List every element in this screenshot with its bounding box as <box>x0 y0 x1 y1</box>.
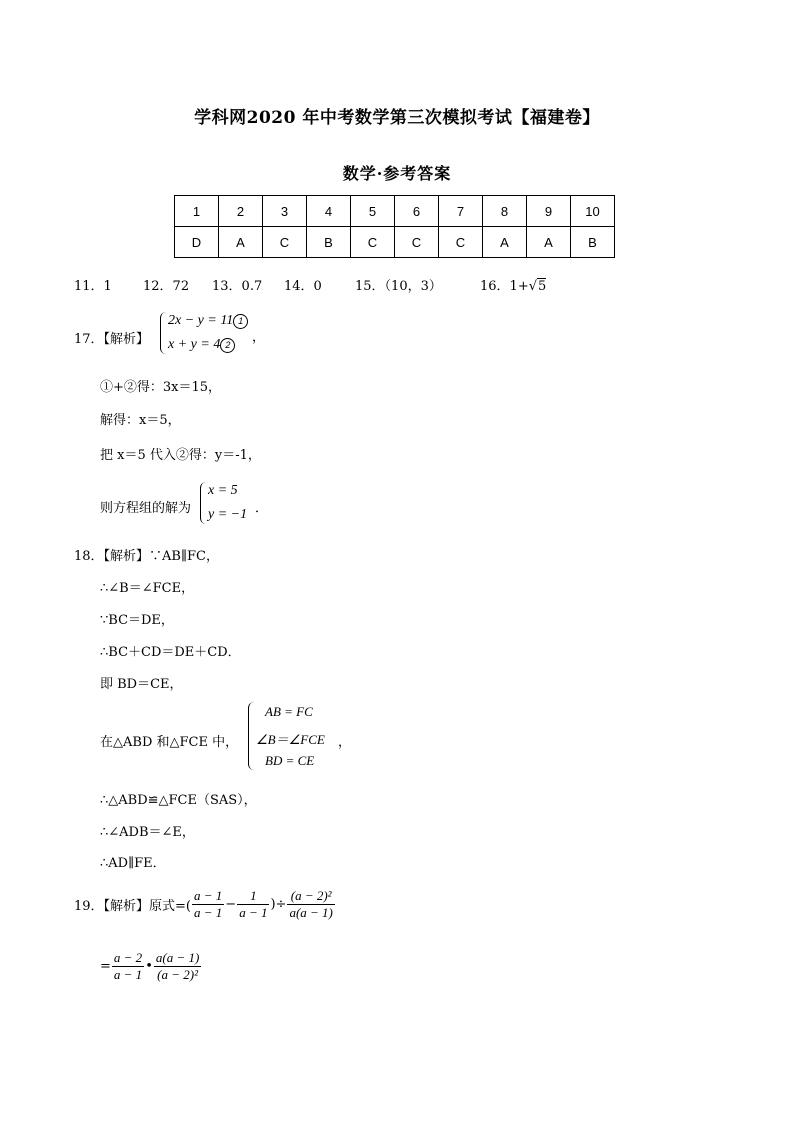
table-cell: A <box>219 227 263 258</box>
table-cell: 1 <box>175 196 219 227</box>
q18-line-4: 即 BD＝CE， <box>100 677 183 692</box>
table-cell: 7 <box>439 196 483 227</box>
table-cell: 4 <box>307 196 351 227</box>
fraction <box>287 888 334 921</box>
table-cell: 6 <box>395 196 439 227</box>
q17-step-1: ①+②得：3x＝15， <box>100 380 222 395</box>
q17-solution-x: x = 5 <box>208 483 238 498</box>
denominator: a − 1 <box>239 905 268 920</box>
q17-step-2: 解得：x＝5， <box>100 413 181 428</box>
q17-comma: ， <box>252 330 266 345</box>
q18-line-8: ∴AD∥FE． <box>100 856 166 871</box>
left-brace <box>200 482 207 524</box>
table-row-numbers <box>175 196 615 227</box>
numerator: a − 2 <box>113 950 143 965</box>
q17-equation-1 <box>168 313 248 329</box>
q17-period: ． <box>255 501 269 516</box>
left-brace <box>248 702 255 770</box>
q18-heading: 18．【解析】∵AB∥FC， <box>74 549 219 564</box>
minus-sign: − <box>225 897 237 912</box>
denominator: a(a − 1) <box>289 905 333 920</box>
numerator: (a − 2)² <box>287 888 334 905</box>
table-cell: 5 <box>351 196 395 227</box>
circled-number: 2 <box>220 338 235 353</box>
divide-sign: )÷ <box>270 897 287 912</box>
sqrt-sign: √ <box>528 279 538 294</box>
equation-text: 2x − y = 11 <box>168 313 234 328</box>
left-brace <box>160 312 167 354</box>
table-cell: C <box>395 227 439 258</box>
equation-text: x + y = 4 <box>168 337 221 352</box>
equals-sign: = <box>100 959 111 974</box>
answer-15: 15．（10，3） <box>355 279 442 294</box>
q17-heading: 17．【解析】 <box>74 332 150 347</box>
q18-line-3: ∴BC＋CD＝DE＋CD． <box>100 645 241 660</box>
fraction <box>192 888 224 921</box>
q19-line-1 <box>74 888 336 921</box>
numerator: a(a − 1) <box>155 950 200 965</box>
q18-condition-2: ∠B＝∠FCE <box>256 732 325 747</box>
q17-equation-2 <box>168 337 235 353</box>
fraction <box>154 950 201 983</box>
answer-12: 12．72 <box>143 279 190 294</box>
table-cell: 2 <box>219 196 263 227</box>
denominator: a − 1 <box>113 967 143 982</box>
q17-conclusion: 则方程组的解为 <box>100 501 192 516</box>
answer-table <box>174 195 615 258</box>
page-subtitle: 数学·参考答案 <box>342 164 452 183</box>
q19-heading: 19．【解析】原式=( <box>74 899 192 914</box>
q18-comma: ， <box>338 735 352 750</box>
table-cell: 8 <box>483 196 527 227</box>
fraction <box>237 888 269 921</box>
table-cell: C <box>439 227 483 258</box>
table-row-answers <box>175 227 615 258</box>
table-cell: D <box>175 227 219 258</box>
q17-solution-y: y = −1 <box>208 507 248 522</box>
q18-line-1: ∴∠B＝∠FCE， <box>100 581 195 596</box>
circled-number: 1 <box>233 314 248 329</box>
table-cell: 10 <box>571 196 615 227</box>
q17-step-3: 把 x＝5 代入②得：y＝-1， <box>100 448 261 463</box>
q19-line-2 <box>100 950 202 983</box>
q18-condition-1: AB = FC <box>265 704 313 719</box>
q18-line-6: ∴△ABD≌△FCE（SAS）， <box>100 793 257 808</box>
table-cell: B <box>307 227 351 258</box>
answer-16-prefix: 16．1+ <box>480 279 529 294</box>
answer-16 <box>480 275 546 294</box>
answer-14: 14．0 <box>284 279 322 294</box>
table-cell: C <box>351 227 395 258</box>
sqrt-radicand: 5 <box>538 279 547 294</box>
numerator: a − 1 <box>194 888 223 903</box>
answer-13: 13．0.7 <box>212 279 263 294</box>
table-cell: A <box>483 227 527 258</box>
table-cell: B <box>571 227 615 258</box>
q18-line-5: 在△ABD 和△FCE 中， <box>100 735 239 750</box>
table-cell: 3 <box>263 196 307 227</box>
page-title: 学科网2020 年中考数学第三次模拟考试【福建卷】 <box>194 108 600 128</box>
table-cell: A <box>527 227 571 258</box>
multiply-dot: • <box>145 959 153 974</box>
fraction <box>112 950 144 983</box>
table-cell: C <box>263 227 307 258</box>
q18-line-7: ∴∠ADB＝∠E， <box>100 825 195 840</box>
answer-11: 11．1 <box>74 279 112 294</box>
denominator: (a − 2)² <box>157 967 198 982</box>
q18-line-2: ∵BC＝DE， <box>100 613 174 628</box>
q18-condition-3: BD = CE <box>265 753 315 768</box>
numerator: 1 <box>237 888 269 905</box>
table-cell: 9 <box>527 196 571 227</box>
denominator: a − 1 <box>194 905 223 920</box>
